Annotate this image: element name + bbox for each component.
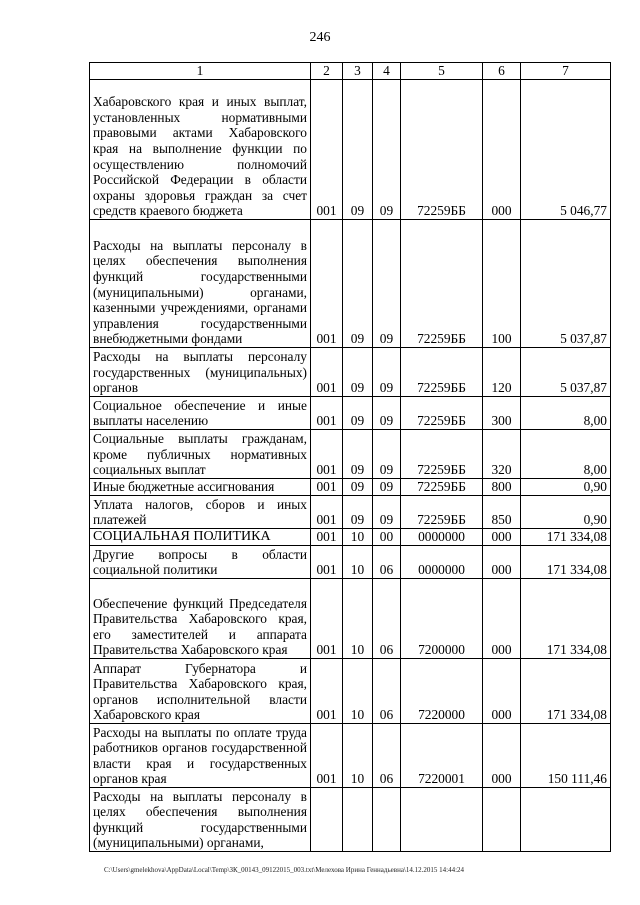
cell-code [343,788,373,852]
cell-code: 06 [373,546,401,579]
row-description: Обеспечение функций Председателя Правительства Хабаровского края, его заместителей и аппарата Правительства Хабаровского края [90,579,311,659]
header-col-7: 7 [521,63,611,80]
cell-code [373,788,401,852]
cell-amount: 8,00 [521,430,611,479]
row-description: Социальное обеспечение и иные выплаты населению [90,397,311,430]
cell-code: 0000000 [401,546,483,579]
row-description: Аппарат Губернатора и Правительства Хабаровского края, органов исполнительной власти Хабаровского края [90,659,311,724]
cell-code: 0000000 [401,529,483,546]
cell-code: 120 [483,348,521,397]
cell-code: 001 [311,80,343,220]
cell-amount: 171 334,08 [521,529,611,546]
cell-code [401,788,483,852]
cell-code: 7220001 [401,724,483,788]
cell-code: 72259ББ [401,348,483,397]
row-description: Хабаровского края и иных выплат, установленных нормативными правовыми актами Хабаровского края на выполнение функции по осуществлению полномочий Российской Федерации в области охраны здоровья граждан за счет средств краевого бюджета [90,80,311,220]
cell-amount: 8,00 [521,397,611,430]
cell-amount: 0,90 [521,479,611,496]
cell-code: 800 [483,479,521,496]
cell-code: 09 [343,430,373,479]
table-row [90,659,611,724]
cell-amount: 5 046,77 [521,80,611,220]
row-description: Иные бюджетные ассигнования [90,479,311,496]
table-row [90,496,611,529]
table-row [90,788,611,852]
cell-code: 001 [311,397,343,430]
cell-code: 72259ББ [401,220,483,348]
cell-code: 001 [311,579,343,659]
cell-amount: 150 111,46 [521,724,611,788]
row-description: Другие вопросы в области социальной политики [90,546,311,579]
table-header-row [90,63,611,80]
cell-code: 06 [373,724,401,788]
header-col-3: 3 [343,63,373,80]
cell-code: 100 [483,220,521,348]
row-description: Расходы на выплаты по оплате труда работников органов государственной власти края и государственных органов края [90,724,311,788]
cell-code: 001 [311,659,343,724]
cell-code: 72259ББ [401,430,483,479]
cell-amount: 5 037,87 [521,348,611,397]
cell-code: 320 [483,430,521,479]
cell-code: 300 [483,397,521,430]
cell-code: 7200000 [401,579,483,659]
cell-code: 10 [343,529,373,546]
cell-amount: 171 334,08 [521,659,611,724]
header-col-6: 6 [483,63,521,80]
cell-code: 09 [343,80,373,220]
table-row [90,348,611,397]
cell-code: 7220000 [401,659,483,724]
cell-code: 09 [343,496,373,529]
cell-code: 72259ББ [401,479,483,496]
cell-amount: 171 334,08 [521,546,611,579]
header-col-5: 5 [401,63,483,80]
table-row [90,479,611,496]
cell-amount [521,788,611,852]
header-col-2: 2 [311,63,343,80]
row-description: Расходы на выплаты персоналу в целях обеспечения выполнения функций государственными (муниципальными) органами, казенными учреждениями, органами управления государственными внебюджетными фондами [90,220,311,348]
cell-code: 09 [343,348,373,397]
cell-code: 001 [311,479,343,496]
cell-code: 000 [483,546,521,579]
row-description: Уплата налогов, сборов и иных платежей [90,496,311,529]
page-number: 246 [309,30,331,45]
table-row [90,579,611,659]
row-description: Социальные выплаты гражданам, кроме публичных нормативных социальных выплат [90,430,311,479]
cell-code: 09 [373,220,401,348]
cell-code: 72259ББ [401,80,483,220]
cell-code: 09 [373,348,401,397]
cell-code: 001 [311,496,343,529]
cell-code: 09 [373,496,401,529]
cell-code: 850 [483,496,521,529]
table-row [90,80,611,220]
cell-code: 000 [483,529,521,546]
cell-code: 09 [373,479,401,496]
cell-code: 09 [343,479,373,496]
cell-code: 72259ББ [401,496,483,529]
table-row [90,529,611,546]
cell-code: 000 [483,80,521,220]
cell-code: 001 [311,724,343,788]
cell-code: 10 [343,546,373,579]
cell-amount: 5 037,87 [521,220,611,348]
cell-code: 72259ББ [401,397,483,430]
file-path-footer: C:\Users\gmelekhova\AppData\Local\Temp\ЗК_00143_09122015_003.txt\Мелехова Ирина Геннадьевна\14.12.2015 14:44:24 [104,866,465,874]
cell-code: 09 [373,397,401,430]
cell-code: 001 [311,348,343,397]
cell-amount: 0,90 [521,496,611,529]
cell-code [483,788,521,852]
row-description: Расходы на выплаты персоналу государственных (муниципальных) органов [90,348,311,397]
cell-code: 000 [483,724,521,788]
cell-code: 10 [343,579,373,659]
cell-code: 001 [311,546,343,579]
cell-code: 001 [311,529,343,546]
table-row [90,430,611,479]
cell-code: 09 [373,430,401,479]
cell-code: 09 [343,220,373,348]
cell-code: 00 [373,529,401,546]
table-row [90,397,611,430]
cell-code: 10 [343,659,373,724]
cell-code: 001 [311,220,343,348]
cell-code: 000 [483,579,521,659]
table-row [90,724,611,788]
cell-code: 09 [373,80,401,220]
row-description: СОЦИАЛЬНАЯ ПОЛИТИКА [90,529,311,546]
row-description: Расходы на выплаты персоналу в целях обеспечения выполнения функций государственными (муниципальными) органами, [90,788,311,852]
cell-code: 000 [483,659,521,724]
cell-code: 10 [343,724,373,788]
cell-code [311,788,343,852]
table-row [90,220,611,348]
cell-code: 001 [311,430,343,479]
cell-code: 06 [373,579,401,659]
cell-code: 06 [373,659,401,724]
header-col-1: 1 [90,63,311,80]
cell-code: 09 [343,397,373,430]
cell-amount: 171 334,08 [521,579,611,659]
header-col-4: 4 [373,63,401,80]
budget-table [89,62,611,852]
table-row [90,546,611,579]
